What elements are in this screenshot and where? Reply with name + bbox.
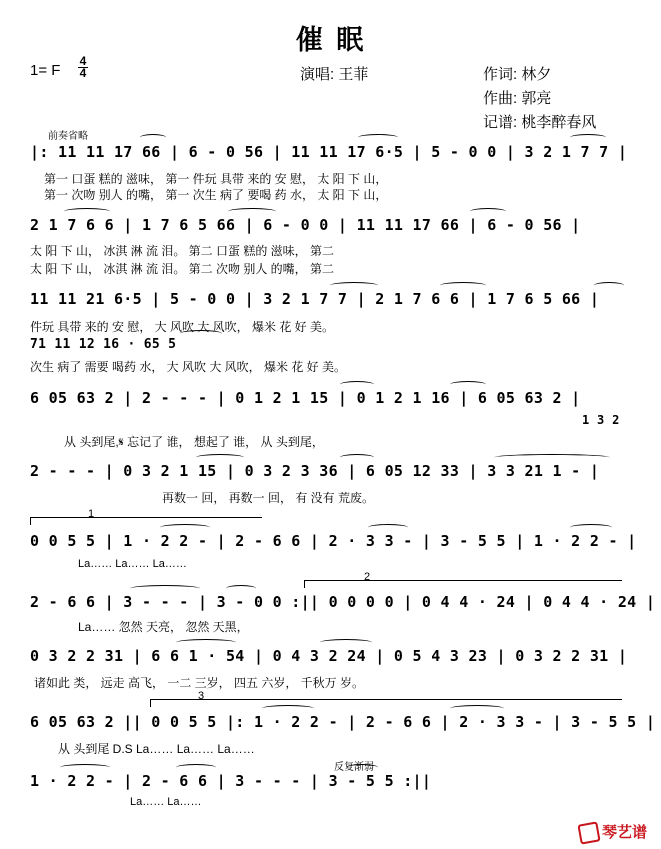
transcriber-credit: 记谱: 桃李醉春风 (483, 114, 597, 131)
tie-mark (450, 705, 504, 712)
score-row-1-notes: |: 11 11 17 66 | 6 - 0 56 | 11 11 17 6·5 | 5 - 0 0 | 3 2 1 7 7 | (30, 143, 628, 161)
volta-bracket-edge (150, 699, 151, 707)
singer-credit: 演唱: 王菲 (300, 66, 369, 83)
score-row-3-alt-lyric: 次生 病了 需要 喝药 水， 大 风吹 大 风吹， 爆米 花 好 美。 (30, 360, 347, 374)
tie-mark (228, 208, 276, 215)
tie-mark (160, 524, 210, 531)
score-row-7-lyric: La…… 忽然 天亮， 忽然 天黑， (78, 620, 249, 634)
score-row-3-notes: 11 11 21 6·5 | 5 - 0 0 | 3 2 1 7 7 | 2 1 7 6 6 | 1 7 6 5 66 | (30, 290, 600, 308)
intro-omitted-note: 前奏省略 (48, 131, 88, 142)
score-row-5-notes: 2 - - - | 0 3 2 1 15 | 0 3 2 3 36 | 6 05 12 33 | 3 3 21 1 - | (30, 462, 600, 480)
tie-mark (470, 208, 506, 215)
tie-mark (330, 282, 378, 289)
score-row-4-notes: 6 05 63 2 | 2 - - - | 0 1 2 1 15 | 0 1 2 1 16 | 6 05 63 2 | (30, 389, 581, 407)
tie-mark (440, 282, 486, 289)
tie-mark (570, 134, 606, 141)
tie-mark (176, 764, 216, 771)
score-row-4-lyric: 从 头到尾,𝄋 忘记了 谁， 想起了 谁， 从 头到尾， (64, 435, 324, 449)
volta-bracket-edge (30, 517, 31, 525)
volta-bracket-edge (304, 580, 305, 588)
tie-mark (226, 585, 256, 592)
volta-bracket (150, 699, 622, 700)
tie-mark (368, 524, 408, 531)
time-signature (78, 56, 88, 79)
site-logo (579, 821, 647, 843)
score-row-7-notes: 2 - 6 6 | 3 - - - | 3 - 0 0 :|| 0 0 0 0 | 0 4 4 · 24 | 0 4 4 · 24 | (30, 593, 656, 611)
logo-icon (577, 821, 600, 844)
volta-bracket (304, 580, 622, 581)
score-row-8-notes: 0 3 2 2 31 | 6 6 1 · 54 | 0 4 3 2 24 | 0 5 4 3 23 | 0 3 2 2 31 | (30, 647, 628, 665)
meter-bottom: 4 (79, 66, 87, 80)
score-row-9-lyric: 从 头到尾 D.S La…… La…… La…… (58, 742, 255, 756)
score-row-6-lyric: La…… La…… La…… (78, 558, 187, 570)
tie-mark (340, 454, 374, 461)
volta-number: 2 (364, 571, 371, 583)
score-row-10-lyric: La…… La…… (130, 796, 202, 808)
volta-number: 1 (88, 508, 95, 520)
volta-number: 3 (198, 690, 205, 702)
ending-marks: 1 3 2 (582, 413, 620, 427)
score-row-3-alt-notes: 71 11 12 16 · 65 5 (30, 337, 177, 352)
score-row-3-lyric: 件玩 具带 来的 安 慰， 大 风吹 大 风吹， 爆米 花 好 美。 (30, 320, 335, 334)
lyricist-credit: 作词: 林夕 (483, 66, 552, 83)
tie-mark (180, 330, 222, 337)
score-row-5-lyric: 再数一 回， 再数一 回， 有 没有 荒废。 (162, 491, 375, 505)
composer-credit: 作曲: 郭亮 (483, 90, 552, 107)
tie-mark (320, 639, 372, 646)
score-row-10-notes: 1 · 2 2 - | 2 - 6 6 | 3 - - - | 3 - 5 5 :|| (30, 772, 432, 790)
score-row-8-lyric: 诸如此 类， 远走 高飞， 一二 三岁， 四五 六岁， 千秋万 岁。 (34, 676, 365, 690)
volta-bracket (30, 517, 262, 518)
score-row-6-notes: 0 0 5 5 | 1 · 2 2 - | 2 - 6 6 | 2 · 3 3 - | 3 - 5 5 | 1 · 2 2 - | (30, 532, 637, 550)
meter-top: 4 (79, 54, 87, 68)
tie-mark (450, 381, 486, 388)
score-row-2-lyric-2: 太 阳 下 山， 冰淇 淋 流 泪。 第二 次吻 别人 的嘴， 第二 (30, 262, 335, 276)
score-row-2-lyric-1: 太 阳 下 山， 冰淇 淋 流 泪。 第二 口蛋 糕的 滋味， 第二 (30, 244, 335, 258)
tie-mark (130, 585, 200, 592)
tie-mark (60, 764, 110, 771)
tie-mark (340, 381, 374, 388)
tie-mark (570, 524, 612, 531)
tie-mark (176, 639, 236, 646)
score-row-2-notes: 2 1 7 6 6 | 1 7 6 5 66 | 6 - 0 0 | 11 11 17 66 | 6 - 0 56 | (30, 216, 581, 234)
score-row-1-lyric-1: 第一 口蛋 糕的 滋味， 第一 件玩 具带 来的 安 慰， 太 阳 下 山， (44, 172, 388, 186)
score-row-1-lyric-2: 第一 次吻 别人 的嘴， 第一 次生 病了 要喝 药 水， 太 阳 下 山， (44, 188, 388, 202)
repeat-fade-instruction: 反复渐弱 (334, 762, 374, 773)
tie-mark (346, 764, 378, 771)
key-signature: 1= F (30, 62, 61, 79)
song-title: 催 眠 (295, 25, 366, 56)
logo-text: 琴艺谱 (601, 823, 647, 841)
tie-mark (358, 134, 398, 141)
tie-mark (594, 282, 624, 289)
tie-mark (494, 454, 610, 461)
tie-mark (196, 454, 244, 461)
score-row-9-notes: 6 05 63 2 || 0 0 5 5 |: 1 · 2 2 - | 2 - 6 6 | 2 · 3 3 - | 3 - 5 5 | (30, 713, 656, 731)
tie-mark (262, 705, 314, 712)
tie-mark (64, 208, 110, 215)
tie-mark (140, 134, 166, 141)
